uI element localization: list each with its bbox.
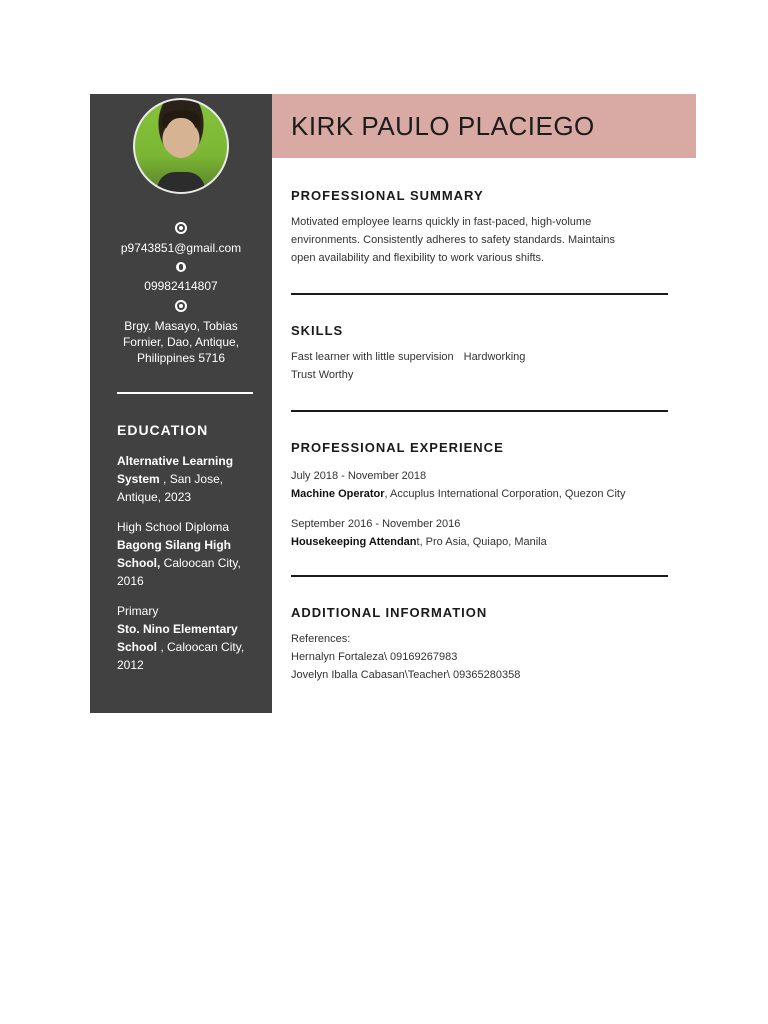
- summary-section: [291, 188, 668, 267]
- experience-dates: September 2016 - November 2016: [291, 518, 461, 530]
- additional-line: Hernalyn Fortaleza\ 09169267983: [291, 651, 458, 663]
- at-icon: [175, 222, 187, 234]
- education-school: Sto. Nino Elementary School: [117, 622, 238, 654]
- skills-section: [291, 323, 668, 384]
- additional-line: References:: [291, 633, 351, 645]
- experience-title: Machine Operator: [291, 488, 385, 500]
- additional-heading: ADDITIONAL INFORMATION: [291, 605, 488, 620]
- contact-email: [90, 222, 272, 256]
- address-line-2: Fornier, Dao, Antique,: [122, 335, 240, 349]
- summary-text: [291, 213, 668, 267]
- experience-heading: PROFESSIONAL EXPERIENCE: [291, 440, 504, 455]
- summary-line: environments. Consistently adheres to safety standards. Maintains: [291, 234, 616, 246]
- sidebar: [90, 94, 272, 713]
- email-text[interactable]: p9743851@gmail.com: [120, 241, 242, 255]
- additional-text: [291, 630, 668, 684]
- experience-item: [291, 515, 668, 551]
- education-level: Primary: [117, 604, 159, 618]
- section-divider: [291, 575, 668, 577]
- experience-section: [291, 440, 668, 551]
- experience-employer: , Accuplus International Corporation, Quezon City: [384, 488, 626, 500]
- education-heading: EDUCATION: [117, 422, 209, 438]
- contact-address: [90, 300, 272, 366]
- education-item: [117, 602, 260, 674]
- experience-employer: , Pro Asia, Quiapo, Manila: [419, 536, 547, 548]
- experience-title: Housekeeping Attendan: [291, 536, 417, 548]
- candidate-name: KIRK PAULO PLACIEGO: [291, 110, 595, 141]
- summary-line: open availability and flexibility to work various shifts.: [291, 252, 545, 264]
- additional-section: [291, 605, 668, 684]
- main-content: [272, 188, 696, 684]
- education-item: [117, 452, 260, 506]
- skill-item: Hardworking: [463, 351, 526, 363]
- experience-item: [291, 467, 668, 503]
- education-detail: , Caloocan City, 2012: [117, 640, 245, 672]
- phone-icon: [176, 262, 186, 272]
- address-line-3: Philippines 5716: [136, 351, 226, 365]
- education-detail: Caloocan City, 2016: [117, 556, 241, 588]
- skills-text: [291, 348, 668, 384]
- summary-heading: PROFESSIONAL SUMMARY: [291, 188, 484, 203]
- skill-item: Fast learner with little supervision: [291, 351, 454, 363]
- skills-heading: SKILLS: [291, 323, 344, 338]
- summary-line: Motivated employee learns quickly in fast-paced, high-volume: [291, 216, 592, 228]
- sidebar-divider: [117, 392, 253, 394]
- additional-line: Jovelyn Iballa Cabasan\Teacher\ 09365280358: [291, 669, 521, 681]
- address-line-1: Brgy. Masayo, Tobias: [124, 319, 238, 333]
- phone-text: 09982414807: [144, 279, 218, 293]
- education-school: Bagong Silang High School,: [117, 538, 231, 570]
- profile-photo: [133, 98, 229, 194]
- photo-face: [165, 118, 197, 158]
- education-level: High School Diploma: [117, 520, 230, 534]
- contact-phone: [90, 262, 272, 294]
- experience-dates: July 2018 - November 2018: [291, 470, 427, 482]
- education-item: [117, 518, 260, 590]
- resume: [90, 94, 696, 713]
- education-section: [90, 422, 272, 674]
- education-school: Alternative Learning System: [117, 454, 234, 486]
- main-column: [272, 94, 696, 713]
- location-pin-icon: [175, 300, 187, 312]
- photo-shirt: [157, 172, 205, 194]
- name-banner: [272, 94, 696, 158]
- section-divider: [291, 293, 668, 295]
- experience-title-tail: t: [416, 536, 420, 548]
- section-divider: [291, 410, 668, 412]
- skill-item: Trust Worthy: [291, 369, 354, 381]
- education-detail: , San Jose, Antique, 2023: [117, 472, 224, 504]
